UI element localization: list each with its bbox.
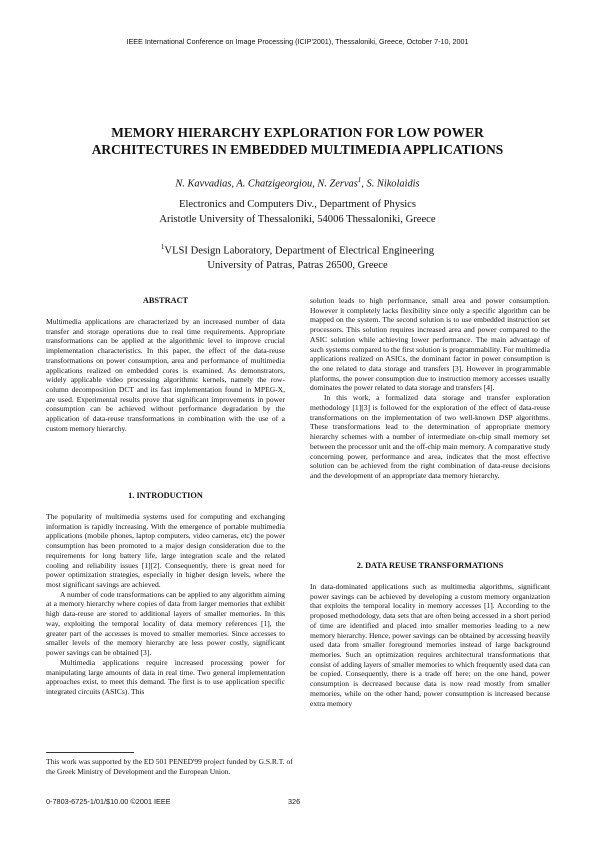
affiliation-2 xyxy=(0,240,595,274)
affiliation-2-line-1-text: VLSI Design Laboratory, Department of Electrical Engineering xyxy=(164,245,435,257)
title-line-1: MEMORY HIERARCHY EXPLORATION FOR LOW POWER xyxy=(111,125,484,140)
section-2-heading: 2. DATA REUSE TRANSFORMATIONS xyxy=(356,561,504,570)
intro-paragraph-2: A number of code transformations can be applied to any algorithm aiming at a memory hierarchy where copies of data from larger memories that exhibit high data-reuse are stored to additional layers of smaller memories. In this way, exploiting the temporal locality of data memory references [1], the greater part of the accesses is moved to smaller memories. Since accesses to smaller levels of the memory hierarchy are less power costly, significant power savings can be obtained [3]. xyxy=(46,589,285,658)
section-2-paragraph: In data-dominated applications such as multimedia algorithms, significant power savings can be achieved by developing a custom memory organization that exploits the temporal locality in memory accesses [1]. According to the proposed methodology, data sets that are often being accessed in a short period of time are identified and placed into smaller memories leading to a new memory hierarchy. Hence, power savings can be obtained by accessing heavily used data from smaller foreground memories instead of large background memories. Such an optimization requires architectural transformations that consist of adding layers of smaller memories to which frequently used data can be copied. Consequently, there is a trade off here; on the one hand, power consumption is decreased because data is now read mostly from smaller memories, while on the other hand, power consumption is increased because extra memory xyxy=(310,582,550,708)
intro-paragraph-1: The popularity of multimedia systems used for computing and exchanging information is rapidly increasing. With the emergence of portable multimedia applications (mobile phones, laptop computers, video cameras, etc) the power consumption has been promoted to a major design consideration due to the requirements for long battery life, large integration scale and the related cooling and reliability issues [1][2]. Consequently, there is great need for power optimization strategies, especially in higher design levels, where the most significant savings are achieved. xyxy=(46,512,285,590)
funding-footnote: This work was supported by the ED 501 PENED'99 project funded by G.S.R.T. of the Greek Ministry of Development and the European Union. xyxy=(46,757,293,776)
authors-part-1: N. Kavvadias, A. Chatzigeorgiou, N. Zervas xyxy=(175,178,358,190)
affiliation-2-line-2: University of Patras, Patras 26500, Greece xyxy=(207,260,388,272)
affiliation-1-line-1: Electronics and Computers Div., Department of Physics xyxy=(178,199,417,210)
page-number: 326 xyxy=(288,797,301,806)
abstract-heading: ABSTRACT xyxy=(142,296,189,305)
introduction-body xyxy=(46,512,285,697)
right-paragraph-2: In this work, a formalized data storage and transfer exploration methodology [1][3] is followed for the exploration of the effect of data-reuse transformations on the implementation of two well-known DSP algorithms. These transformations lead to the determination of appropriate memory hierarchy schemes with a number of intermediate on-chip small memory set between the processor unit and the off-chip main memory. A comparative study concerning power, performance and area, indicates that the most effective solution can be achieved from the right combination of data-reuse decisions and the development of an appropriate data memory hierarchy. xyxy=(310,393,550,480)
introduction-heading: 1. INTRODUCTION xyxy=(128,491,203,500)
right-column-body xyxy=(310,296,550,481)
author-affiliation-mark: 1 xyxy=(357,176,362,184)
affiliation-1 xyxy=(0,198,595,227)
abstract-body xyxy=(46,317,285,434)
right-paragraph-1: solution leads to high performance, small area and power consumption. However it completely lacks flexibility since only a specific algorithm can be mapped on the system. The second solution is to use embedded instruction set processors. This solution requires increased area and power compared to the ASIC solution while achieving lower performance. The main advantage of such systems compared to the first solution is programmability. For multimedia applications realized on ASICs, the dominant factor in power consumption is the one related to data storage and transfers [3]. However in programmable platforms, the power consumption due to instruction memory accesses usually dominates the power related to data storage and transfers [4]. xyxy=(310,296,550,393)
abstract-text: Multimedia applications are characterized by an increased number of data transfer and storage operations due to real time requirements. Appropriate transformations can be applied at the algorithmic level to improve crucial implementation characteristics. In this paper, the effect of the data-reuse transformations on power consumption, area and performance of multimedia applications realized on embedded cores is examined. As demonstrators, widely applicable video processing algorithmic kernels, namely the row-column decomposition DCT and its fast implementation found in MPEG-X, are used. Experimental results prove that significant improvements in power consumption can be achieved without performance degradation by the application of data-reuse transformations in combination with the use of a custom memory hierarchy. xyxy=(46,317,285,433)
paper-title xyxy=(40,124,555,158)
affiliation-1-line-2: Aristotle University of Thessaloniki, 54006 Thessaloniki, Greece xyxy=(159,213,436,225)
title-line-2: ARCHITECTURES IN EMBEDDED MULTIMEDIA APPLICATIONS xyxy=(91,142,504,157)
section-2-body xyxy=(310,582,550,708)
authors-part-2: , S. Nikolaidis xyxy=(361,178,420,190)
affiliation-2-line-1 xyxy=(0,240,595,259)
conference-header: IEEE International Conference on Image Processing (ICIP'2001), Thessaloniki, Greece, October 7-10, 2001 xyxy=(126,37,469,46)
intro-paragraph-3: Multimedia applications require increased processing power for manipulating large amounts of data in real time. Two general implementation approaches exist, to meet this demand. The first is to use application specific integrated circuits (ASICs). This xyxy=(46,657,285,696)
copyright-line: 0-7803-6725-1/01/$10.00 ©2001 IEEE xyxy=(46,797,171,806)
affiliation-2-mark: 1 xyxy=(160,243,165,251)
footnote-rule xyxy=(46,752,134,753)
author-list xyxy=(0,176,595,189)
